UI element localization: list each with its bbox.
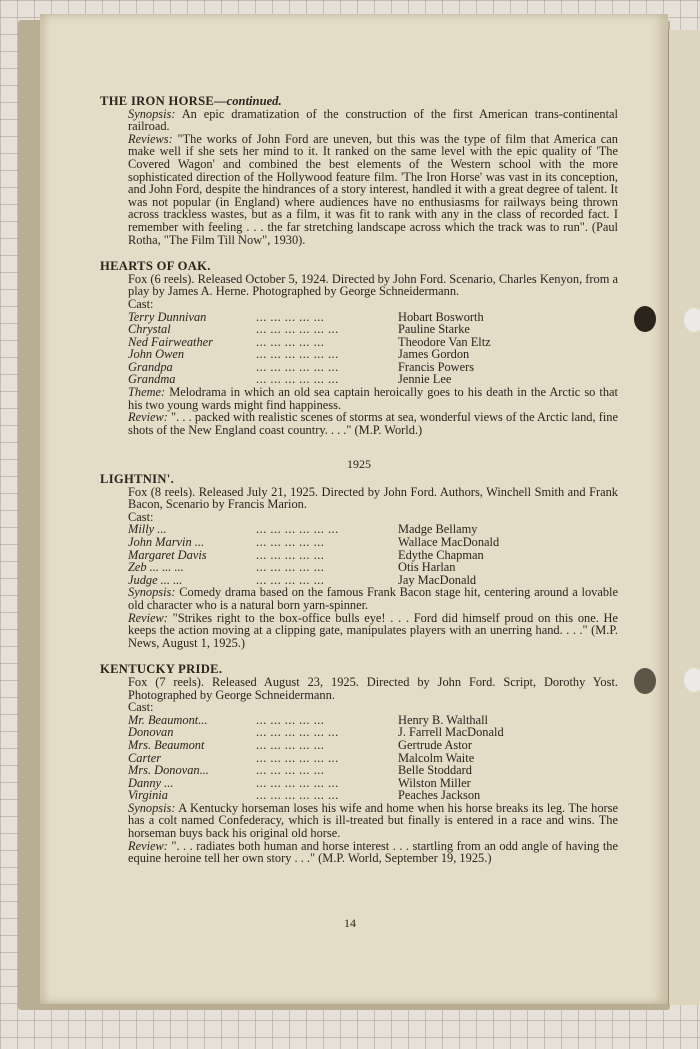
cast-row [100,561,618,574]
film-title-text: THE IRON HORSE [100,94,215,108]
cast-actor: James Gordon [398,347,470,362]
cast-role: Donovan [128,725,174,740]
film-entry-kentucky-pride [100,663,618,865]
film-title: LIGHTNIN'. [100,472,175,487]
cast-actor: Peaches Jackson [398,788,481,803]
cast-row [100,536,618,549]
cast-row [100,739,618,752]
review-text: ". . . radiates both human and horse interest . . . startling from an odd angle of having the equine heroine tell her own story . . ." (M.P. World, September 19, 1925.) [128,838,618,866]
cast-actor: Wilston Miller [398,775,471,790]
leader-dots: ... ... ... ... ... [256,548,325,562]
leader-dots: ... ... ... ... ... ... [256,776,339,790]
cast-role: Zeb ... ... ... [128,560,184,575]
cast-actor: Wallace MacDonald [398,535,500,549]
leader-dots: ... ... ... ... ... ... [256,751,339,765]
leader-dots: ... ... ... ... ... ... [256,789,339,802]
leader-dots: ... ... ... ... ... ... [256,523,339,536]
cast-row [100,714,618,727]
continued-label: —continued. [214,94,282,108]
cast-actor: Jennie Lee [398,372,452,387]
cast-role: Margaret Davis [128,547,207,562]
review [100,411,618,436]
theme [100,386,618,411]
cast-actor: Belle Stoddard [398,763,472,778]
synopsis-text: A Kentucky horseman loses his wife and home when his horse breaks its leg. The horse has a colt named Confederacy, which is ill-treated but finally is entered in a race and wins. The horseman buys back his original old horse. [128,800,618,841]
cast-role: Danny ... [128,775,174,790]
synopsis [100,586,618,611]
review-label: Review: [128,610,168,625]
synopsis-label: Synopsis: [128,106,176,121]
binding-hole [684,308,700,332]
cast-actor: Gertrude Astor [398,737,472,752]
cast-actor: Pauline Starke [398,322,470,337]
leader-dots: ... ... ... ... ... ... [256,323,339,336]
leader-dots: ... ... ... ... ... [256,573,325,587]
cast-role: Chrystal [128,322,171,337]
theme-label: Theme: [128,385,166,400]
leader-dots: ... ... ... ... ... ... [256,726,339,739]
leader-dots: ... ... ... ... ... [256,738,325,752]
cast-role: Terry Dunnivan [128,309,207,324]
cast-role: Ned Fairweather [128,334,214,349]
leader-dots: ... ... ... ... ... [256,536,325,549]
review-label: Review: [128,838,168,853]
binding-hole [634,306,656,332]
cast-role: Mr. Beaumont... [128,712,208,727]
cast-actor: Jay MacDonald [398,572,477,587]
cast-actor: Otis Harlan [398,560,456,575]
year-heading: 1925 [347,457,371,472]
cast-actor: J. Farrell MacDonald [398,725,504,740]
film-entry-iron-horse [100,95,618,246]
cast-actor: Theodore Van Eltz [398,334,491,349]
cast-label: Cast: [128,700,154,715]
reviews [100,133,618,246]
leader-dots: ... ... ... ... ... [256,764,325,777]
binding-hole [684,668,700,692]
film-details: Fox (7 reels). Released August 23, 1925. Directed by John Ford. Script, Dorothy Yost. Photographed by George Schneidermann. [128,674,618,702]
film-details: Fox (6 reels). Released October 5, 1924. Directed by John Ford. Scenario, Charles Kenyon, from a play by James A. Herne. Photographed by George Schneidermann. [128,271,618,299]
leader-dots: ... ... ... ... ... ... [256,373,339,387]
next-page-edge [668,30,700,1005]
synopsis-label: Synopsis: [128,800,176,815]
cast-role: Mrs. Beaumont [128,737,205,752]
reviews-text: "The works of John Ford are uneven, but this was the type of film that America can make well if she sets her mind to it. It ranked on the same level with the epic quality of 'The Covered Wagon' and combined the best elements of the Western school with the more sophisticated direction of the Hollywood feature film. 'The Iron Horse' was vast in its conception, and John Ford, despite the hindrances of a story interest, handled it with a great degree of talent. It was not popular (in England) where audiences have no enthusiasms for railways being thrown across trackless wastes, but as a film, it was fit to rank with any in the class of recorded fact. I remember with feeling . . . the far stretching landscape across which the track was to run". (Paul Rotha, "The Film Till Now", 1930). [128,131,618,247]
review [100,612,618,650]
leader-dots: ... ... ... ... ... [256,310,325,324]
review-text: "Strikes right to the box-office bulls eye! . . . Ford did himself proud on this one. He keeps the action moving at a clipping gate, manipulates players with an unerring hand. . . ." (M.P. News, August 1, 1925.) [128,610,618,650]
cast-role: Grandpa [128,359,173,374]
cast-row [100,361,618,374]
film-entry-hearts-of-oak [100,260,618,436]
page-text [100,95,618,865]
cast-actor: Edythe Chapman [398,547,484,562]
review [100,840,618,865]
film-title: HEARTS OF OAK. [100,259,211,274]
cast-role: Grandma [128,372,176,387]
synopsis-text: An epic dramatization of the construction of the first American trans-continental railroad. [128,106,618,134]
film-title: KENTUCKY PRIDE. [100,662,223,677]
cast-role: Milly ... [128,522,167,537]
page-number: 14 [344,916,356,930]
cast-label: Cast: [128,509,154,524]
cast-role: John Owen [128,347,185,362]
review-label: Review: [128,410,168,425]
cast-row [100,323,618,336]
synopsis-text: Comedy drama based on the famous Frank Bacon stage hit, centering around a lovable old character who is a natural born yarn-spinner. [128,585,618,612]
cast-actor: Madge Bellamy [398,522,478,537]
binding-hole [634,668,656,694]
cast-row [100,777,618,790]
cast-role: Judge ... ... [128,572,183,587]
cast-actor: Hobart Bosworth [398,309,484,324]
theme-text: Melodrama in which an old sea captain heroically goes to his death in the Arctic so that his two young wards might find happiness. [128,385,618,412]
leader-dots: ... ... ... ... ... [256,561,325,574]
leader-dots: ... ... ... ... ... [256,335,325,349]
review-text: ". . . packed with realistic scenes of storms at sea, wonderful views of the Arctic land, fine shots of the New England coast country. . . ." (M.P. World.) [128,410,618,437]
leader-dots: ... ... ... ... ... ... [256,348,339,361]
reviews-label: Reviews: [128,131,173,146]
cast-row [100,764,618,777]
film-entry-lightnin [100,473,618,649]
cast-label: Cast: [128,296,154,311]
cast-role: Carter [128,750,162,765]
cast-actor: Henry B. Walthall [398,712,488,727]
cast-actor: Malcolm Waite [398,750,475,765]
cast-role: Mrs. Donovan... [128,763,209,778]
leader-dots: ... ... ... ... ... [256,713,325,727]
cast-role: John Marvin ... [128,535,205,549]
cast-row [100,311,618,324]
synopsis [100,108,618,133]
synopsis [100,802,618,840]
synopsis-label: Synopsis: [128,585,176,600]
cast-row [100,348,618,361]
cast-role: Virginia [128,788,168,803]
cast-actor: Francis Powers [398,359,475,374]
film-details: Fox (8 reels). Released July 21, 1925. Directed by John Ford. Authors, Winchell Smith and Frank Bacon, Scenario by Francis Marion. [128,484,618,512]
leader-dots: ... ... ... ... ... ... [256,360,339,374]
